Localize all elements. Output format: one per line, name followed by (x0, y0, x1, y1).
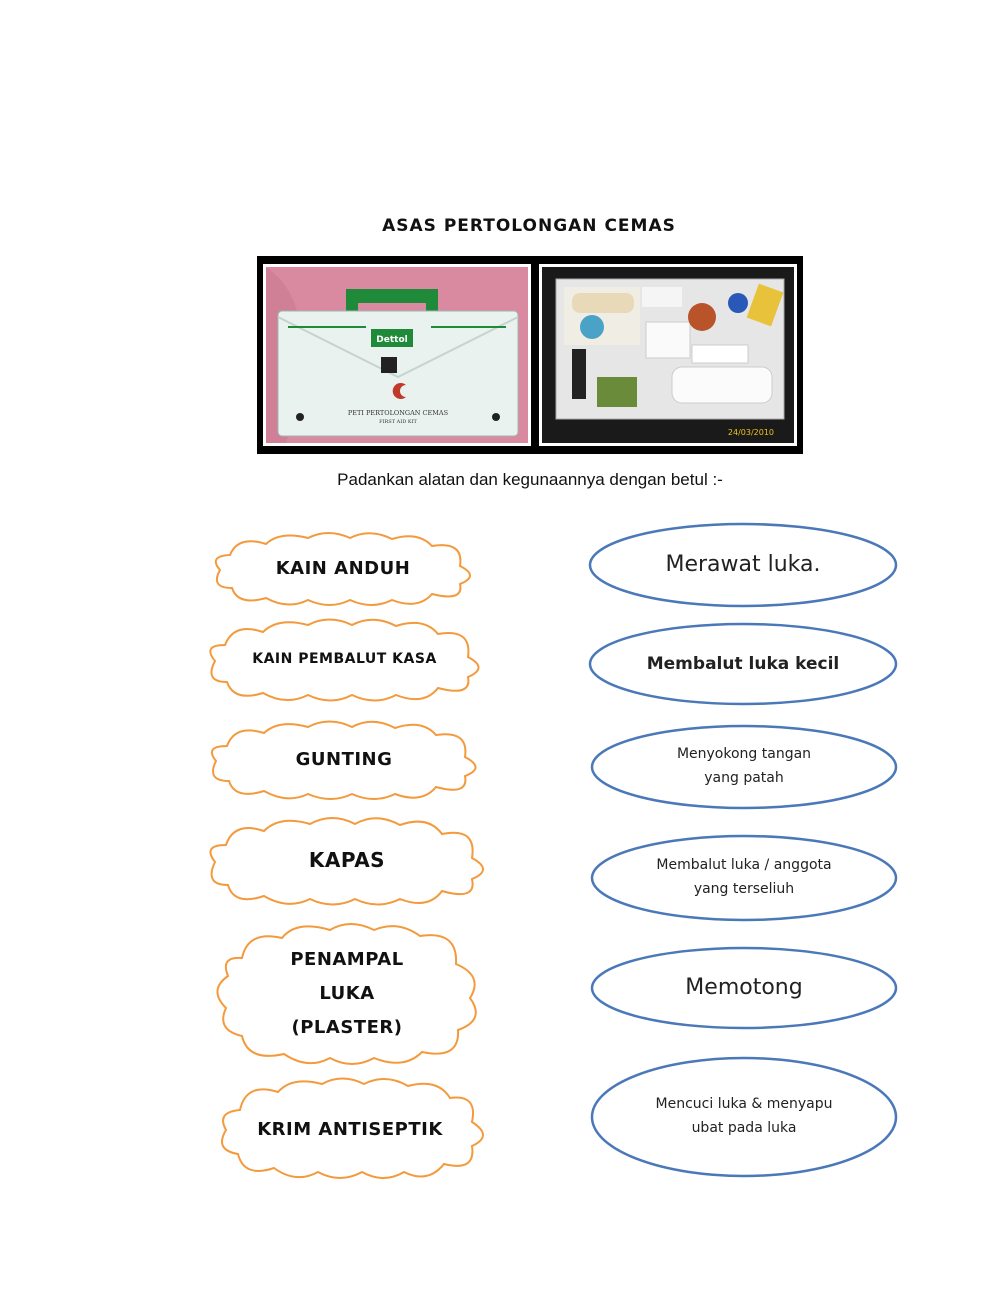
use-oval[interactable] (590, 724, 898, 810)
kit-contents-photo (539, 264, 797, 446)
use-oval[interactable] (590, 1056, 898, 1178)
tool-cloud[interactable] (214, 1076, 486, 1182)
use-label: Memotong (685, 975, 803, 1001)
tool-cloud[interactable] (208, 530, 478, 606)
page-title: ASAS PERTOLONGAN CEMAS (382, 216, 676, 236)
use-oval[interactable] (590, 834, 898, 922)
instruction-text: Padankan alatan dan kegunaannya dengan betul :- (337, 470, 723, 489)
tool-label: KAPAS (308, 848, 386, 872)
use-label: Membalut luka / anggota yang terseliuh (656, 857, 832, 897)
use-label: Menyokong tangan yang patah (676, 746, 812, 786)
tool-cloud[interactable] (202, 616, 487, 702)
use-oval[interactable] (588, 522, 898, 608)
tool-cloud[interactable] (212, 924, 482, 1064)
tool-label: KRIM ANTISEPTIK (257, 1118, 443, 1140)
photo-strip (257, 256, 803, 454)
tool-label: KAIN ANDUH (275, 557, 411, 579)
tool-cloud[interactable] (202, 814, 492, 906)
use-oval[interactable] (590, 946, 898, 1030)
photo-date-stamp: 24/03/2010 (727, 428, 774, 437)
kit-label-line1: PETI PERTOLONGAN CEMAS (347, 409, 449, 417)
tool-label: KAIN PEMBALUT KASA (252, 651, 437, 667)
tool-label: GUNTING (295, 748, 393, 770)
use-label: Mencuci luka & menyapu ubat pada luka (655, 1096, 833, 1136)
use-oval[interactable] (588, 622, 898, 706)
first-aid-kit-photo (263, 264, 531, 446)
tool-label: PENAMPAL LUKA (PLASTER) (290, 948, 404, 1039)
kit-label-line2: FIRST AID KIT (379, 419, 417, 425)
tool-cloud[interactable] (204, 718, 484, 800)
kit-brand-text: Dettol (376, 335, 408, 345)
use-label: Membalut luka kecil (646, 653, 840, 674)
use-label: Merawat luka. (665, 552, 821, 578)
